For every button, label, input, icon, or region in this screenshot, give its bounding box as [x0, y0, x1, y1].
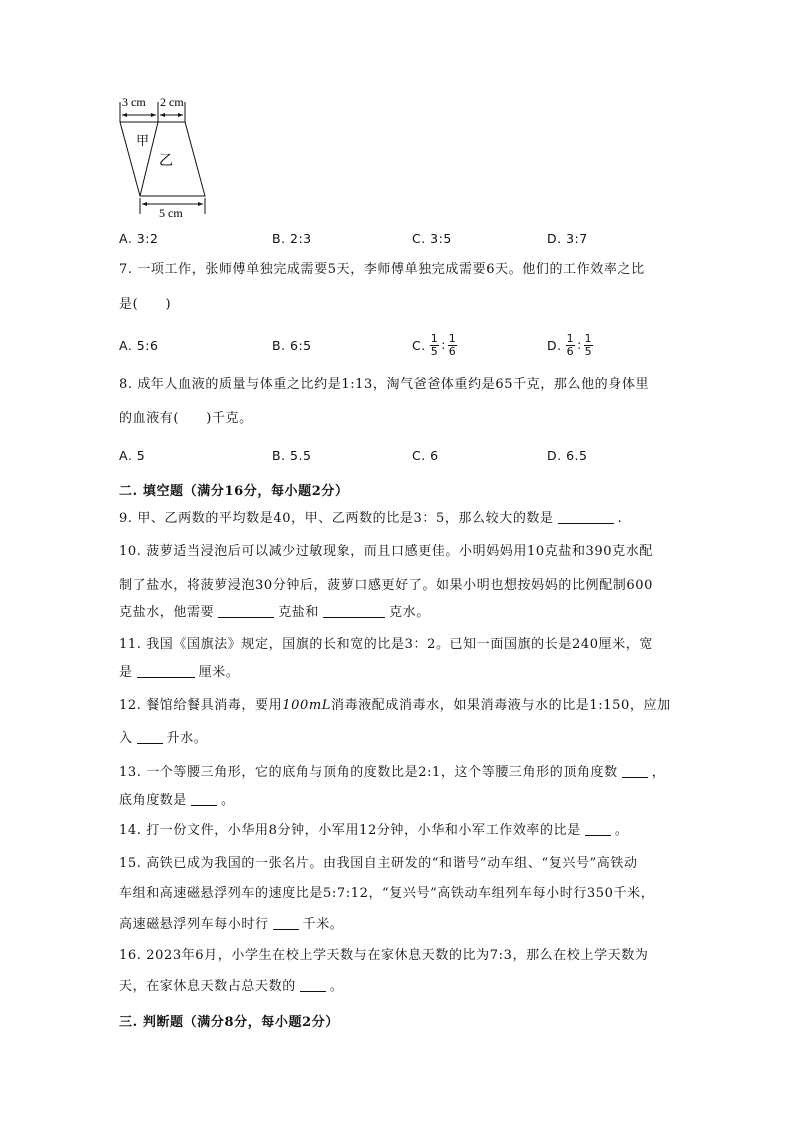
denominator: 6 — [448, 344, 457, 358]
arrowhead — [178, 113, 183, 117]
fraction — [566, 333, 576, 358]
fraction — [430, 333, 440, 358]
region-jia-label: 甲 — [136, 133, 150, 148]
top-right-label: 2 cm — [160, 95, 184, 109]
numerator: 1 — [448, 331, 457, 345]
fraction-ratio — [430, 333, 458, 358]
fraction — [448, 333, 458, 358]
q16-line2-part-b: 。 — [329, 979, 344, 994]
q7-text-line1: 7. 一项工作，张师傅单独完成需要5天，李师傅单独完成需要6天。他们的工作效率之比 — [119, 262, 645, 277]
q12-text-line2 — [119, 730, 207, 747]
q8-option-c[interactable]: C. 6 — [412, 448, 439, 463]
q6-option-c[interactable]: C. 3:5 — [412, 231, 452, 246]
q8-option-d[interactable]: D. 6.5 — [547, 448, 588, 463]
fraction — [584, 333, 594, 358]
answer-blank[interactable] — [585, 822, 611, 836]
answer-blank[interactable] — [191, 792, 217, 806]
arrowhead — [198, 202, 203, 206]
q10-text-line2: 制了盐水，将菠萝浸泡30分钟后，菠萝口感更好了。如果小明也想按妈妈的比例配制600 — [119, 578, 653, 593]
numerator: 1 — [430, 331, 439, 345]
section-2-heading: 二. 填空题（满分16分，每小题2分） — [119, 484, 349, 499]
denominator: 5 — [584, 344, 593, 358]
bottom-label: 5 cm — [159, 206, 183, 220]
numerator: 1 — [584, 331, 593, 345]
q10-line3-part-c: 克水。 — [389, 605, 430, 620]
q6-option-a[interactable]: A. 3:2 — [119, 231, 159, 246]
answer-blank[interactable] — [300, 978, 326, 992]
q7-text-line2: 是( ) — [119, 297, 172, 312]
fraction-ratio — [566, 333, 594, 358]
arrowhead — [151, 113, 156, 117]
q9-end: . — [617, 511, 623, 526]
q8-option-b[interactable]: B. 5.5 — [272, 448, 312, 463]
answer-blank[interactable] — [273, 916, 299, 930]
q7-option-d[interactable] — [547, 328, 593, 362]
denominator: 5 — [430, 344, 439, 358]
q6-option-d[interactable]: D. 3:7 — [547, 231, 588, 246]
q13-text-line2 — [119, 792, 235, 809]
q15-text-line2: 车组和高速磁悬浮列车的速度比是5:7:12，“复兴号”高铁动车组列车每小时行350千米， — [119, 886, 655, 901]
q15-text-line1: 15. 高铁已成为我国的一张名片。由我国自主研发的“和谐号”动车组、“复兴号”高铁动 — [119, 856, 638, 871]
q13-text-line1 — [119, 764, 665, 781]
q7-option-b[interactable]: B. 6:5 — [272, 338, 312, 353]
q11-line2-part-a: 是 — [119, 665, 133, 680]
q14-text — [119, 822, 628, 839]
numerator: 1 — [566, 331, 575, 345]
option-letter: D. — [547, 337, 562, 353]
answer-blank[interactable] — [622, 764, 648, 778]
answer-blank[interactable] — [137, 664, 195, 678]
denominator: 6 — [566, 344, 575, 358]
q12-line1-part-a: 12. 餐馆给餐具消毒，要用 — [119, 698, 283, 713]
q11-text-line1: 11. 我国《国旗法》规定，国旗的长和宽的比是3：2。已知一面国旗的长是240厘米，宽 — [119, 637, 653, 652]
q10-line3-part-b: 克盐和 — [278, 605, 320, 620]
q10-line3-part-a: 克盐水，他需要 — [119, 605, 215, 620]
option-letter: C. — [412, 337, 426, 353]
q7-option-c[interactable] — [412, 328, 457, 362]
q15-text-line3 — [119, 916, 343, 933]
q15-line3-part-b: 千米。 — [302, 917, 344, 932]
ratio-colon: : — [441, 338, 446, 352]
q10-text-line3 — [119, 604, 430, 621]
q12-line2-part-a: 入 — [119, 731, 133, 746]
arrowhead — [122, 113, 127, 117]
section-3-heading: 三. 判断题（满分8分，每小题2分） — [119, 1015, 339, 1030]
q14-question: 14. 打一份文件，小华用8分钟，小军用12分钟，小华和小军工作效率的比是 — [119, 823, 581, 838]
q13-line2-part-b: 。 — [221, 793, 235, 808]
q10-text-line1: 10. 菠萝适当浸泡后可以减少过敏现象，而且口感更佳。小明妈妈用10克盐和390克水配 — [119, 544, 653, 559]
q8-text-line1: 8. 成年人血液的质量与体重之比约是1:13，淘气爸爸体重约是65千克，那么他的身体里 — [119, 377, 650, 392]
ratio-colon: : — [577, 338, 582, 352]
q15-line3-part-a: 高速磁悬浮列车每小时行 — [119, 917, 269, 932]
q13-line1-end: ， — [651, 765, 666, 780]
q11-text-line2 — [119, 664, 239, 681]
arrowhead — [160, 113, 165, 117]
q8-option-a[interactable]: A. 5 — [119, 448, 146, 463]
q8-text-line2: 的血液有( )千克。 — [119, 411, 253, 426]
q9-question: 9. 甲、乙两数的平均数是40，甲、乙两数的比是3：5，那么较大的数是 — [119, 511, 554, 526]
arrowhead — [142, 202, 147, 206]
answer-blank[interactable] — [323, 604, 385, 618]
q12-line2-part-b: 升水。 — [166, 731, 208, 746]
q12-text-line1 — [119, 698, 671, 714]
q14-end: 。 — [614, 823, 629, 838]
q16-line2-part-a: 天，在家休息天数占总天数的 — [119, 979, 296, 994]
region-yi-label: 乙 — [159, 154, 173, 169]
answer-blank[interactable] — [137, 730, 163, 744]
q9-text — [119, 510, 622, 527]
q12-math-volume: 100mL — [282, 698, 331, 713]
q16-text-line1: 16. 2023年6月，小学生在校上学天数与在家休息天数的比为7:3，那么在校上学天数为 — [119, 948, 649, 963]
q7-option-a[interactable]: A. 5:6 — [119, 338, 159, 353]
q16-text-line2 — [119, 978, 343, 995]
q13-line2-part-a: 底角度数是 — [119, 793, 188, 808]
answer-blank[interactable] — [218, 604, 274, 618]
trapezoid-figure — [112, 90, 222, 220]
answer-blank[interactable] — [558, 510, 614, 524]
q13-line1: 13. 一个等腰三角形，它的底角与顶角的度数比是2:1，这个等腰三角形的顶角度数 — [119, 765, 618, 780]
q6-option-b[interactable]: B. 2:3 — [272, 231, 312, 246]
q11-line2-part-b: 厘米。 — [198, 665, 240, 680]
q12-line1-part-b: 消毒液配成消毒水，如果消毒液与水的比是1:150，应加 — [331, 698, 671, 713]
top-left-label: 3 cm — [122, 95, 146, 109]
